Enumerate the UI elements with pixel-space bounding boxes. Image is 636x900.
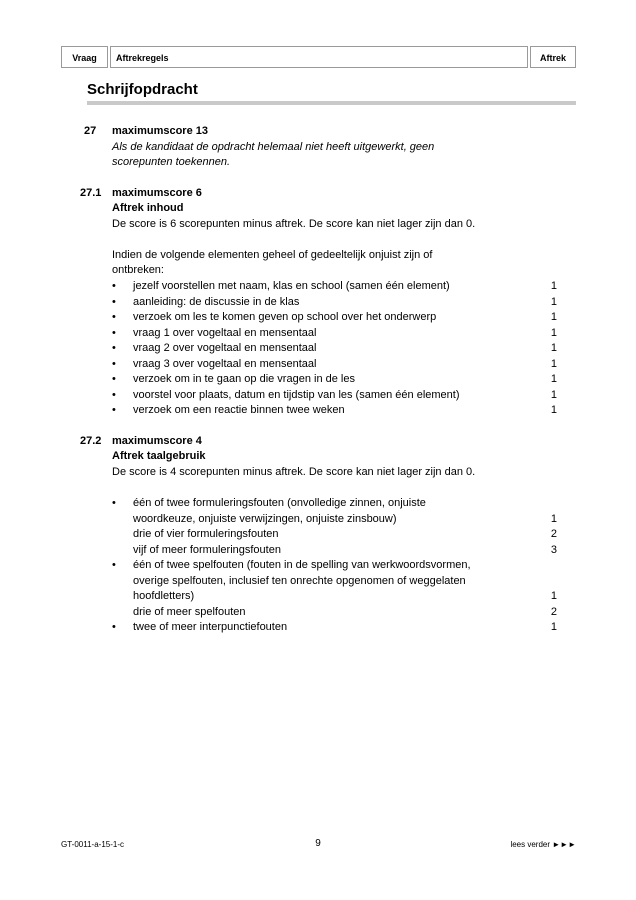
bullet-marker: •	[112, 404, 116, 416]
list-item-points: 2	[550, 606, 557, 618]
header-vraag: Vraag	[61, 46, 108, 68]
list-item-text: vraag 3 over vogeltaal en mensentaal	[133, 357, 317, 370]
list-item-text: overige spelfouten, inclusief ten onrechte opgenomen of weggelaten	[133, 575, 466, 587]
list-item-points: 1	[550, 513, 557, 525]
bullet-marker: •	[112, 621, 116, 633]
list-item-text: jezelf voorstellen met naam, klas en school (samen één element)	[133, 280, 450, 292]
list-item-text: verzoek om in te gaan op die vragen in de les	[133, 373, 355, 385]
q27-1-subtitle: Aftrek inhoud	[112, 202, 184, 214]
q27-1-intro-line2: ontbreken:	[112, 264, 164, 276]
section-divider	[87, 101, 576, 105]
list-item-text: twee of meer interpunctiefouten	[133, 621, 288, 633]
section-title: Schrijfopdracht	[87, 81, 198, 98]
list-item-text: één of twee spelfouten (fouten in de spelling van werkwoordsvormen,	[133, 559, 471, 571]
q27-2-subtitle: Aftrek taalgebruik	[112, 450, 206, 462]
list-item-text: drie of vier formuleringsfouten	[133, 528, 279, 540]
list-item-text: één of twee formuleringsfouten (onvolledige zinnen, onjuiste	[133, 497, 426, 509]
q27-maxscore: maximumscore 13	[112, 125, 208, 137]
question-number-27: 27	[84, 125, 97, 137]
list-item-text: vijf of meer formuleringsfouten	[133, 544, 281, 556]
list-item-points: 1	[550, 404, 557, 416]
header-aftrekregels: Aftrekregels	[110, 46, 528, 68]
list-item-points: 3	[550, 544, 557, 556]
bullet-marker: •	[112, 559, 116, 571]
q27-2-maxscore: maximumscore 4	[112, 435, 202, 447]
bullet-marker: •	[112, 311, 116, 323]
list-item-points: 1	[550, 357, 557, 370]
q27-1-intro-line1: Indien de volgende elementen geheel of gedeeltelijk onjuist zijn of	[112, 249, 433, 261]
q27-2-rule: De score is 4 scorepunten minus aftrek. De score kan niet lager zijn dan 0.	[112, 466, 476, 478]
header-aftrek: Aftrek	[530, 46, 576, 68]
list-item-points: 1	[550, 388, 557, 401]
list-item-text: vraag 1 over vogeltaal en mensentaal	[133, 326, 317, 339]
list-item-text: drie of meer spelfouten	[133, 606, 246, 618]
list-item-text: verzoek om een reactie binnen twee weken	[133, 404, 345, 416]
bullet-marker: •	[112, 326, 116, 339]
bullet-marker: •	[112, 357, 116, 370]
list-item-points: 1	[550, 373, 557, 385]
q27-note-line2: scorepunten toekennen.	[112, 156, 231, 168]
footer-page-number: 9	[315, 838, 321, 849]
bullet-marker: •	[112, 497, 116, 509]
list-item-points: 1	[550, 311, 557, 323]
list-item-points: 1	[550, 280, 557, 292]
question-number-27-1: 27.1	[80, 187, 102, 199]
bullet-marker: •	[112, 280, 116, 292]
footer-next-page: lees verder ►►►	[510, 840, 576, 849]
q27-1-rule: De score is 6 scorepunten minus aftrek. De score kan niet lager zijn dan 0.	[112, 218, 476, 230]
list-item-text: aanleiding: de discussie in de klas	[133, 295, 300, 308]
list-item-text: verzoek om les te komen geven op school over het onderwerp	[133, 311, 437, 323]
list-item-points: 2	[550, 528, 557, 540]
list-item-text: woordkeuze, onjuiste verwijzingen, onjuiste zinsbouw)	[133, 513, 397, 525]
list-item-text: hoofdletters)	[133, 590, 195, 602]
bullet-marker: •	[112, 342, 116, 354]
bullet-marker: •	[112, 295, 116, 308]
list-item-text: voorstel voor plaats, datum en tijdstip van les (samen één element)	[133, 388, 460, 401]
list-item-points: 1	[550, 326, 557, 339]
list-item-points: 1	[550, 295, 557, 308]
list-item-points: 1	[550, 342, 557, 354]
bullet-marker: •	[112, 388, 116, 401]
list-item-points: 1	[550, 621, 557, 633]
bullet-marker: •	[112, 373, 116, 385]
list-item-text: vraag 2 over vogeltaal en mensentaal	[133, 342, 317, 354]
footer-exam-code: GT-0011-a-15-1-c	[61, 840, 124, 849]
question-number-27-2: 27.2	[80, 435, 102, 447]
q27-1-maxscore: maximumscore 6	[112, 187, 202, 199]
q27-note-line1: Als de kandidaat de opdracht helemaal niet heeft uitgewerkt, geen	[112, 141, 435, 153]
list-item-points: 1	[550, 590, 557, 602]
